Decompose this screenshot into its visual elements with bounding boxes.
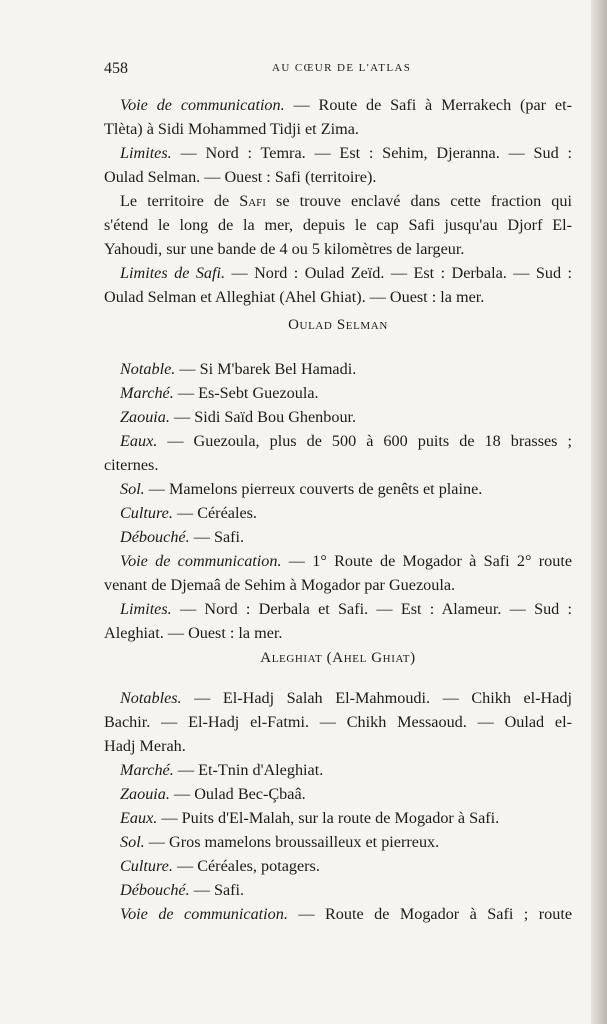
text-line: Limites de Safi. — Nord : Oulad Zeïd. — Est : Derbala. — Sud :	[120, 264, 572, 282]
section-aleghiat	[104, 686, 572, 926]
text-line: Culture. — Céréales, potagers.	[120, 857, 320, 875]
running-title: AU CŒUR DE L'ATLAS	[272, 62, 412, 74]
text-line: Yahoudi, sur une bande de 4 ou 5 kilomètres de largeur.	[104, 240, 465, 258]
text-line: Notable. — Si M'barek Bel Hamadi.	[120, 360, 357, 378]
text-line: Zaouia. — Oulad Bec-Çbaâ.	[120, 785, 306, 803]
text-line: Le territoire de Safi se trouve enclavé dans cette fraction qui	[120, 192, 572, 210]
text-line: Limites. — Nord : Derbala et Safi. — Est : Alameur. — Sud :	[120, 600, 572, 618]
text-line: Débouché. — Safi.	[120, 528, 245, 546]
text-line: Bachir. — El-Hadj el-Fatmi. — Chikh Messaoud. — Oulad el-	[104, 713, 572, 731]
text-line: Aleghiat. — Ouest : la mer.	[104, 624, 283, 642]
section-heading-aleghiat: Aleghiat (Ahel Ghiat)	[260, 650, 416, 666]
text-line: Marché. — Es-Sebt Guezoula.	[120, 384, 319, 402]
text-line: Limites. — Nord : Temra. — Est : Sehim, Djeranna. — Sud :	[120, 144, 572, 162]
text-line: citernes.	[104, 456, 159, 474]
text-line: Débouché. — Safi.	[120, 881, 245, 899]
text-line: Oulad Selman. — Ouest : Safi (territoire).	[104, 168, 377, 186]
text-line: Sol. — Gros mamelons broussailleux et pierreux.	[120, 833, 440, 851]
text-line: Hadj Merah.	[104, 737, 186, 755]
section-safi-territory	[104, 93, 572, 309]
text-line: Zaouia. — Sidi Saïd Bou Ghenbour.	[120, 408, 357, 426]
text-line: Oulad Selman et Alleghiat (Ahel Ghiat). — Ouest : la mer.	[104, 288, 485, 306]
text-line: s'étend le long de la mer, depuis le cap Safi jusqu'au Djorf El-	[104, 216, 572, 234]
section-oulad-selman	[104, 357, 572, 645]
text-line: Notables. — El-Hadj Salah El-Mahmoudi. — Chikh el-Hadj	[120, 689, 572, 707]
text-line: venant de Djemaâ de Sehim à Mogador par Guezoula.	[104, 576, 456, 594]
page-edge-shadow	[591, 0, 607, 1024]
text-line: Sol. — Mamelons pierreux couverts de genêts et plaine.	[120, 480, 483, 498]
text-line: Culture. — Céréales.	[120, 504, 257, 522]
text-line: Eaux. — Guezoula, plus de 500 à 600 puits de 18 brasses ;	[120, 432, 572, 450]
running-head	[104, 60, 572, 80]
text-line: Eaux. — Puits d'El-Malah, sur la route de Mogador à Safi.	[120, 809, 500, 827]
text-line: Marché. — Et-Tnin d'Aleghiat.	[120, 761, 324, 779]
page-number: 458	[104, 60, 128, 77]
section-heading-oulad-selman: Oulad Selman	[288, 317, 388, 333]
text-line: Voie de communication. — Route de Mogador à Safi ; route	[120, 905, 573, 923]
text-line: Voie de communication. — Route de Safi à Merrakech (par et-	[120, 96, 572, 114]
text-line: Tlèta) à Sidi Mohammed Tidji et Zima.	[104, 120, 359, 138]
text-line: Voie de communication. — 1° Route de Mogador à Safi 2° route	[120, 552, 573, 570]
